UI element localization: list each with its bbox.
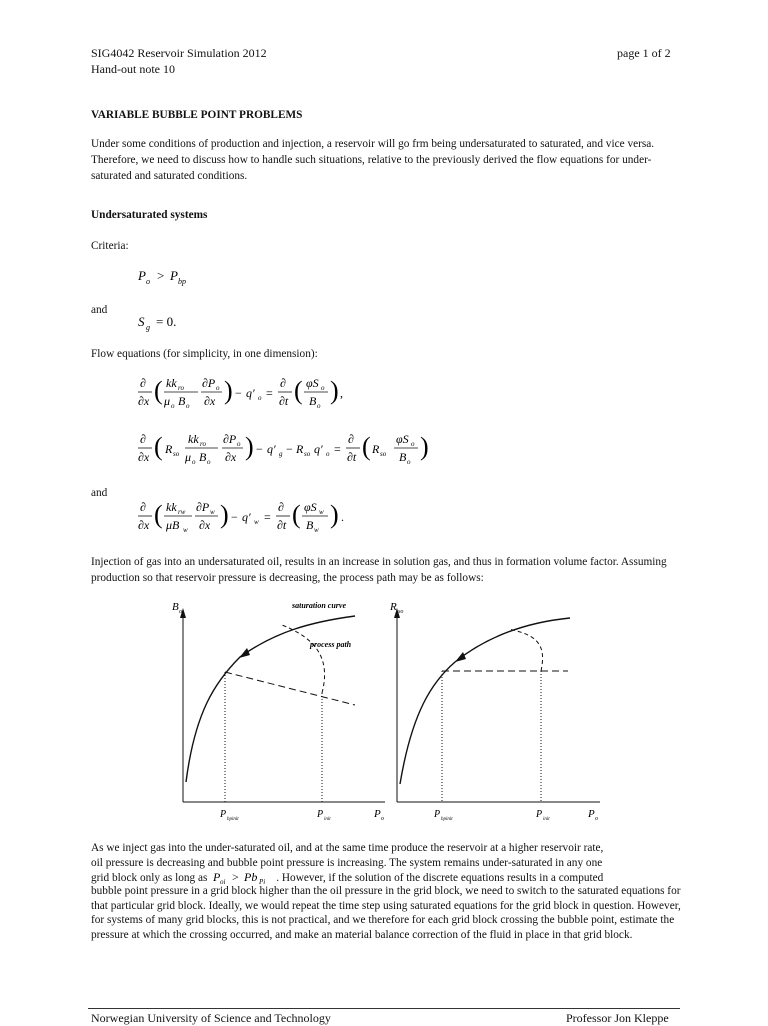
svg-text:∂t: ∂t: [347, 450, 357, 464]
rso-init-tick: P: [536, 809, 543, 820]
svg-text:B: B: [399, 450, 407, 464]
rso-y-label-sub: so: [398, 609, 404, 615]
footer-author: Professor Jon Kleppe: [566, 1011, 669, 1025]
svg-text:∂: ∂: [140, 432, 146, 446]
para2-line3-end: . However, if the solution of the discrete equations results in a computed: [276, 872, 604, 884]
svg-text:ro: ro: [200, 440, 206, 448]
svg-text:kk: kk: [188, 432, 199, 446]
svg-text:P: P: [170, 268, 178, 283]
inline-condition-equation: [210, 869, 276, 885]
svg-text:∂: ∂: [278, 500, 284, 514]
flow-equation-gas: [138, 428, 458, 470]
rso-saturation-curve: [400, 618, 570, 784]
svg-text:o: o: [326, 450, 330, 458]
rso-process-path: [508, 629, 543, 671]
handout-note: Hand-out note 10: [91, 62, 175, 76]
svg-text:g: g: [146, 323, 150, 332]
svg-text:so: so: [304, 450, 311, 458]
flow-equation-water: [138, 496, 398, 538]
process-path-label: process path: [310, 640, 352, 649]
svg-text:oi: oi: [220, 878, 226, 885]
bo-init-tick-sub: init: [324, 817, 331, 822]
svg-text:∂x: ∂x: [138, 394, 150, 408]
svg-text:φS: φS: [306, 376, 319, 390]
svg-text:w: w: [314, 526, 319, 534]
bo-bpinit-tick: P: [220, 809, 227, 820]
svg-text:(: (: [362, 432, 371, 461]
and-label: and: [91, 304, 108, 316]
svg-text:(: (: [154, 432, 163, 461]
page-title: VARIABLE BUBBLE POINT PROBLEMS: [91, 109, 303, 121]
bo-process-path: [282, 625, 325, 693]
svg-text:w: w: [319, 508, 324, 516]
svg-text:∂x: ∂x: [204, 394, 216, 408]
svg-text:μ: μ: [185, 450, 192, 464]
svg-text:−: −: [235, 386, 242, 400]
and-label-2: and: [91, 487, 108, 499]
bo-undersaturated-line: [225, 672, 355, 705]
bo-diagram: [172, 601, 385, 822]
svg-text:>: >: [232, 870, 240, 884]
rso-diagram: [389, 601, 600, 822]
svg-text:q′: q′: [246, 386, 255, 400]
svg-text:∂: ∂: [348, 432, 354, 446]
svg-text:w: w: [183, 526, 188, 534]
svg-text:∂P: ∂P: [196, 500, 210, 514]
svg-text:∂: ∂: [140, 376, 146, 390]
svg-text:−: −: [231, 510, 238, 524]
svg-text:>: >: [157, 268, 165, 283]
svg-text:μB: μB: [166, 518, 180, 532]
rso-curve-arrow-icon: [455, 652, 466, 662]
svg-text:=: =: [266, 386, 273, 400]
svg-text:o: o: [192, 458, 196, 466]
svg-text:B: B: [178, 394, 186, 408]
svg-text:ro: ro: [178, 384, 184, 392]
svg-text:o: o: [237, 440, 241, 448]
svg-text:w: w: [254, 518, 259, 526]
rso-x-label: P: [588, 808, 595, 820]
svg-text:): ): [245, 432, 254, 461]
svg-text:S: S: [138, 314, 145, 329]
svg-text:−: −: [286, 442, 293, 456]
flow-equation-oil: [138, 372, 438, 414]
flow-label: Flow equations (for simplicity, in one dimension):: [91, 348, 318, 360]
para2-line2: oil pressure is decreasing and bubble point pressure is increasing. The system remains under-saturated in any one: [91, 857, 603, 869]
svg-text:so: so: [173, 450, 180, 458]
svg-text:(: (: [294, 376, 303, 405]
svg-text:∂: ∂: [280, 376, 286, 390]
svg-text:w: w: [210, 508, 215, 516]
svg-text:B: B: [199, 450, 207, 464]
svg-text:rw: rw: [178, 508, 186, 516]
bo-x-label: P: [374, 808, 381, 820]
svg-text:): ): [220, 500, 229, 529]
svg-text:o: o: [258, 394, 262, 402]
bo-bpinit-tick-sub: bpinit: [227, 817, 239, 822]
svg-text:o: o: [321, 384, 325, 392]
svg-text:): ): [330, 376, 339, 405]
svg-text:so: so: [380, 450, 387, 458]
svg-text:−: −: [256, 442, 263, 456]
svg-text:(: (: [292, 500, 301, 529]
rso-init-tick-sub: init: [543, 817, 550, 822]
svg-text:∂P: ∂P: [202, 376, 216, 390]
svg-text:o: o: [207, 458, 211, 466]
para2-line1: As we inject gas into the under-saturated oil, and at the same time produce the reservoir at a higher reservoir rate,: [91, 842, 604, 854]
svg-text:q′: q′: [267, 442, 276, 456]
svg-text:.: .: [341, 510, 344, 524]
svg-text:∂t: ∂t: [279, 394, 289, 408]
para2-rest: bubble point pressure in a grid block higher than the oil pressure in the grid block, we need to switch to the saturated equations for that particular grid block. Ideally, we would repeat the time step using saturated equations for the grid block in question. However, for systems of many grid blocks, this is not practical, and we therefore for each grid block crossing the bubble point, estimate the pressure at which the crossing occurred, and make an material balance correction of the fluid in place in that grid block.: [91, 885, 681, 941]
svg-text:Pi: Pi: [259, 878, 266, 885]
bo-y-label-sub: o: [179, 609, 182, 615]
criteria-equation-pressure: [138, 266, 218, 288]
svg-text:∂P: ∂P: [223, 432, 237, 446]
section-heading: Undersaturated systems: [91, 209, 208, 221]
svg-text:=: =: [264, 510, 271, 524]
svg-text:∂x: ∂x: [225, 450, 237, 464]
svg-text:(: (: [154, 376, 163, 405]
svg-text:o: o: [317, 402, 321, 410]
svg-text:R: R: [372, 442, 380, 456]
footer-institution: Norwegian University of Science and Technology: [91, 1011, 331, 1025]
process-path-figure: [150, 592, 610, 828]
svg-text:∂t: ∂t: [277, 518, 287, 532]
svg-text:q′: q′: [242, 510, 251, 524]
svg-text:kk: kk: [166, 500, 177, 514]
rso-x-label-sub: o: [595, 816, 598, 822]
svg-text:=: =: [334, 442, 341, 456]
svg-text:∂x: ∂x: [138, 450, 150, 464]
svg-text:o: o: [407, 458, 411, 466]
svg-text:B: B: [306, 518, 314, 532]
rso-y-label: R: [390, 601, 397, 613]
svg-text:R: R: [296, 442, 304, 456]
saturation-curve-label: saturation curve: [292, 601, 347, 610]
rso-bpinit-tick-sub: bpinit: [441, 817, 453, 822]
bo-init-tick: P: [317, 809, 324, 820]
svg-text:o: o: [146, 277, 150, 286]
svg-text:P: P: [138, 268, 146, 283]
svg-text:kk: kk: [166, 376, 177, 390]
svg-text:Pb: Pb: [244, 870, 258, 884]
svg-text:o: o: [216, 384, 220, 392]
para2-line3-start: grid block only as long as: [91, 872, 208, 884]
svg-text:bp: bp: [178, 277, 186, 286]
svg-text:): ): [224, 376, 233, 405]
svg-text:o: o: [186, 402, 190, 410]
intro-paragraph: Under some conditions of production and injection, a reservoir will go frm being undersaturated to saturated, and vice versa. Therefore, we need to discuss how to handle such situations, relative to the previously derived the flow equations for under-saturated and saturated conditions.: [91, 138, 655, 182]
svg-text:= 0.: = 0.: [156, 314, 177, 329]
svg-text:o: o: [411, 440, 415, 448]
injection-paragraph: Injection of gas into an undersaturated oil, results in an increase in solution gas, and thus in formation volume factor. Assuming production so that reservoir pressure is decreasing, the process path may be as follows:: [91, 556, 667, 584]
svg-text:φS: φS: [304, 500, 317, 514]
bo-x-label-sub: o: [381, 816, 384, 822]
criteria-label: Criteria:: [91, 240, 129, 252]
svg-text:q′: q′: [314, 442, 323, 456]
bo-y-label: B: [172, 601, 179, 613]
svg-text:(: (: [154, 500, 163, 529]
svg-text:∂: ∂: [140, 500, 146, 514]
svg-text:B: B: [309, 394, 317, 408]
svg-text:o: o: [171, 402, 175, 410]
course-title: SIG4042 Reservoir Simulation 2012: [91, 46, 267, 60]
svg-text:R: R: [165, 442, 173, 456]
svg-text:μ: μ: [164, 394, 171, 408]
criteria-equation-saturation: [138, 312, 198, 334]
svg-text:g: g: [279, 450, 283, 458]
rso-bpinit-tick: P: [434, 809, 441, 820]
svg-text:∂x: ∂x: [138, 518, 150, 532]
bo-curve-arrow-icon: [239, 648, 250, 658]
page-number: page 1 of 2: [617, 46, 671, 60]
svg-text:P: P: [213, 870, 221, 884]
svg-text:,: ,: [340, 386, 343, 400]
svg-text:): ): [330, 500, 339, 529]
svg-text:∂x: ∂x: [199, 518, 211, 532]
svg-text:): ): [420, 432, 429, 461]
svg-text:φS: φS: [396, 432, 409, 446]
footer-rule: [88, 1008, 680, 1009]
